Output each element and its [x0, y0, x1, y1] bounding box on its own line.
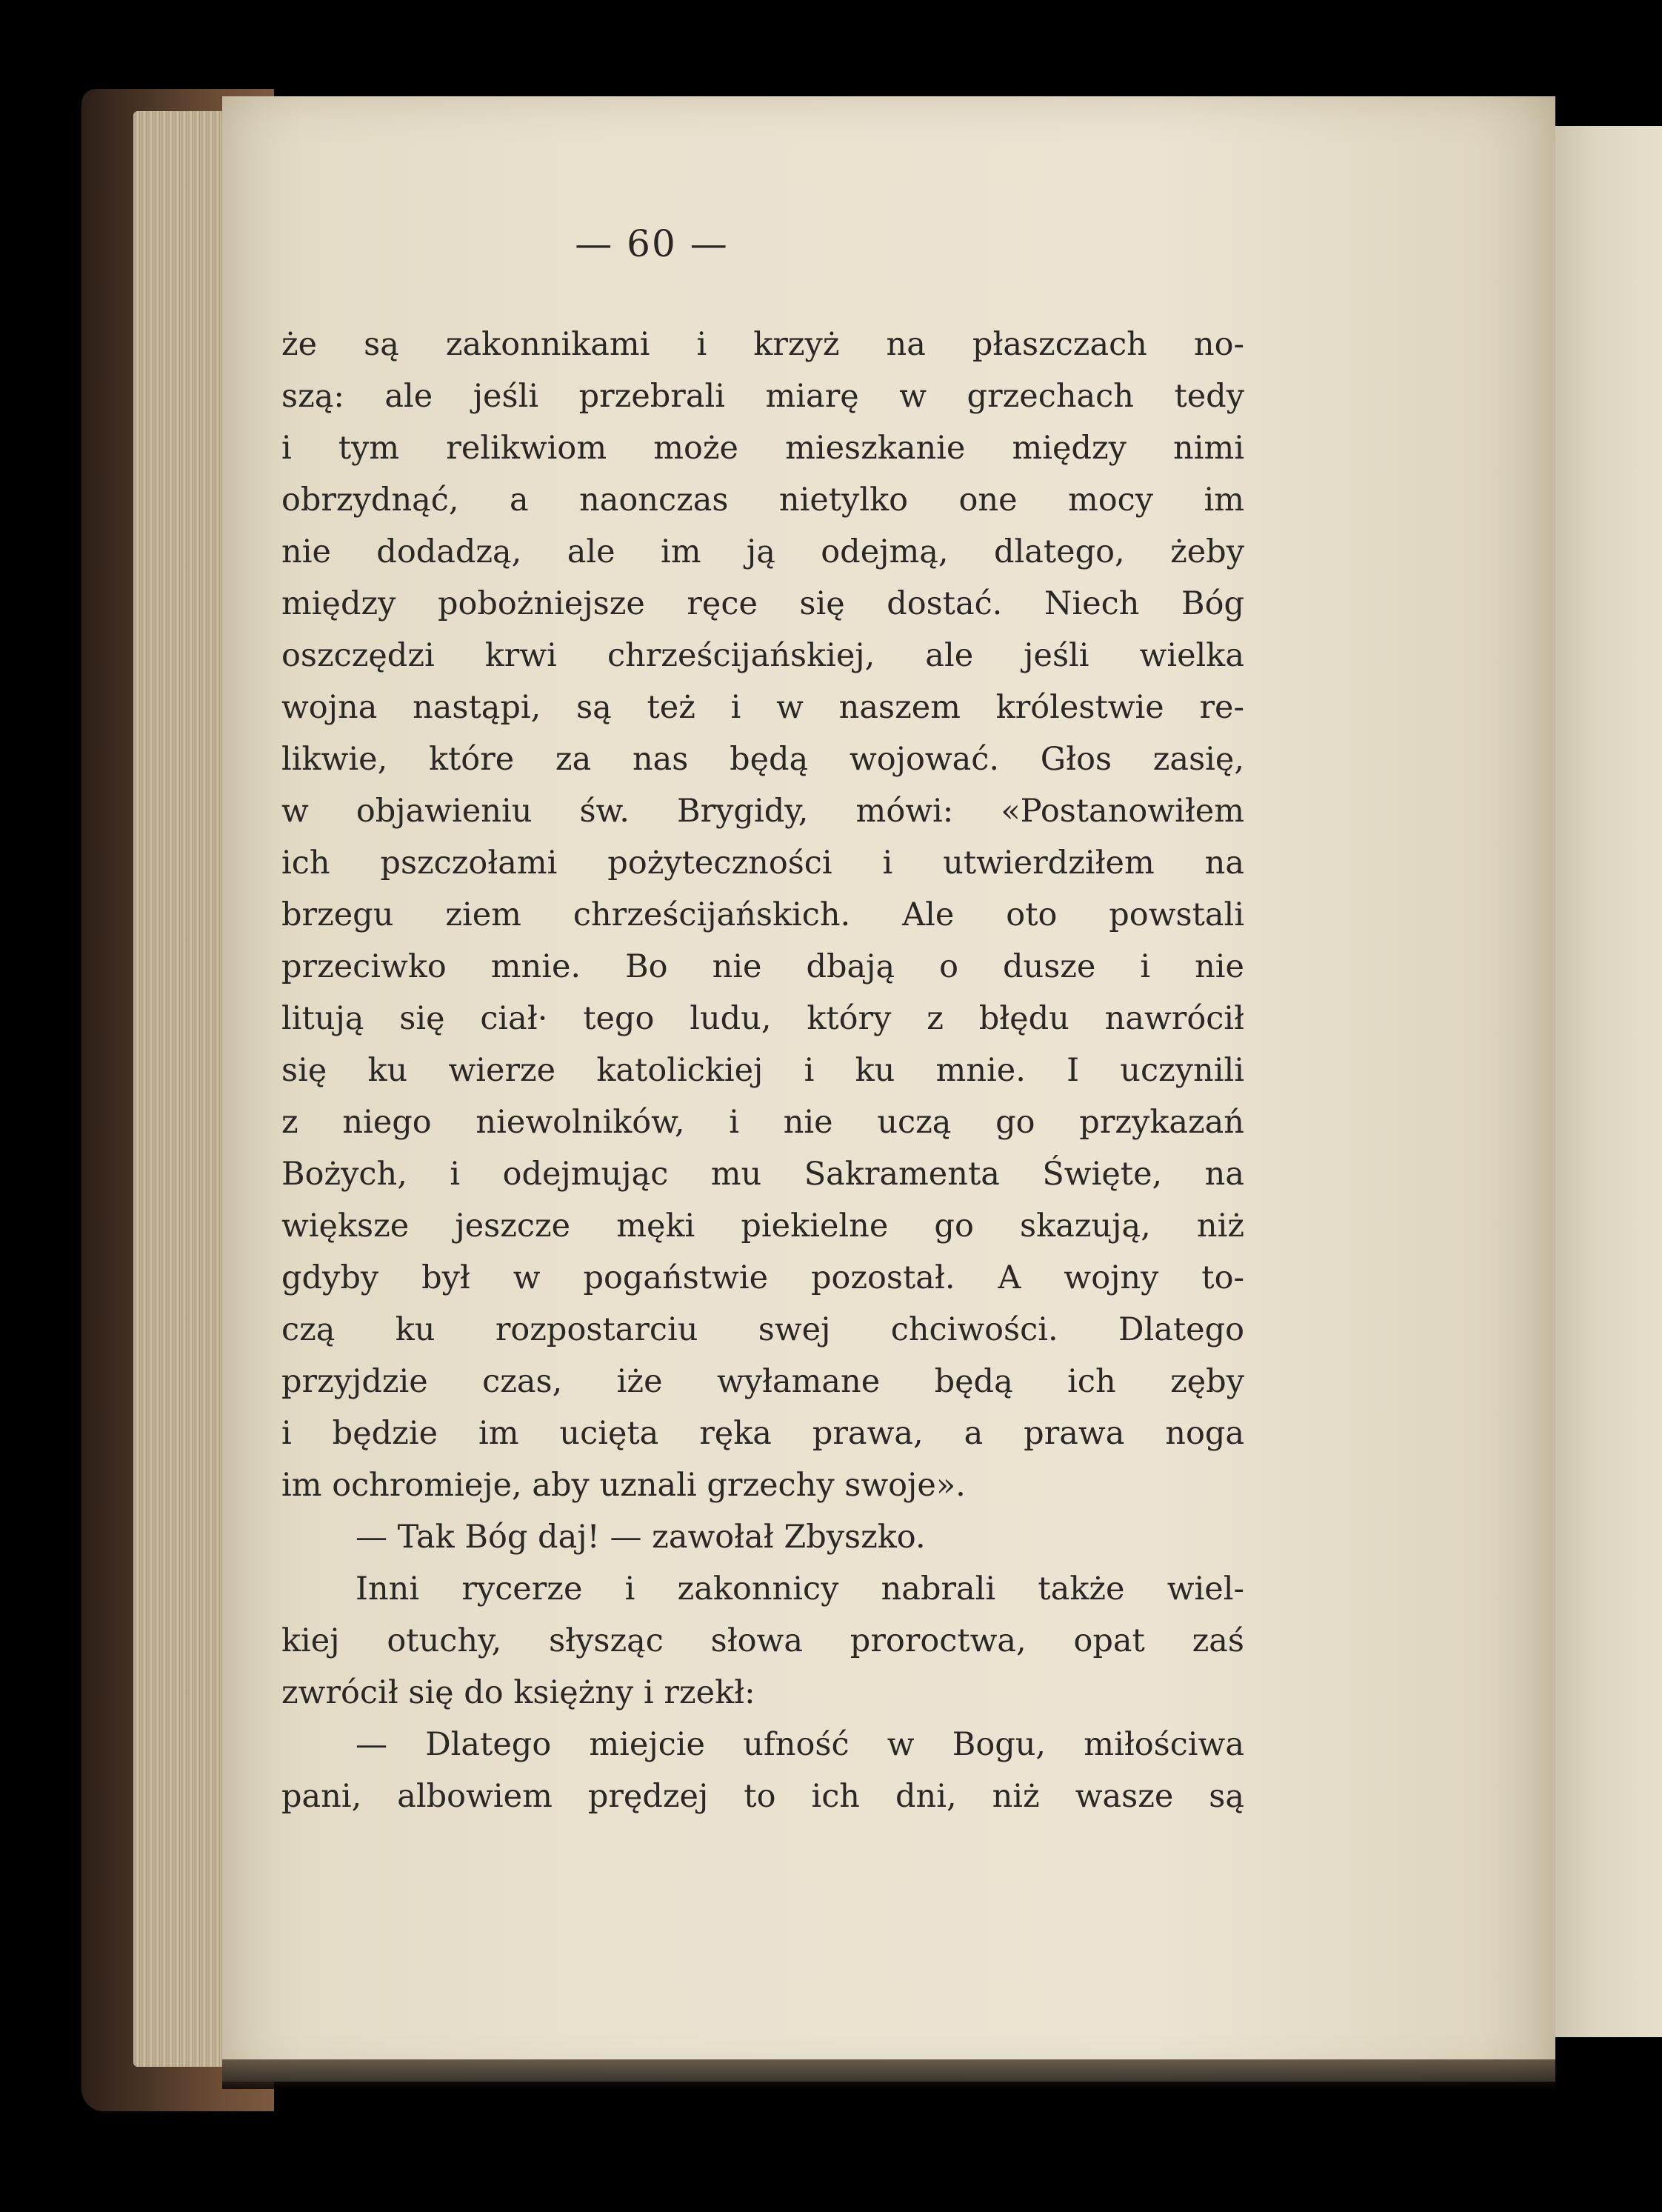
text-line: większe jeszcze męki piekielne go skazują, niż	[281, 1207, 1244, 1245]
text-line: się ku wierze katolickiej i ku mnie. I uczynili	[281, 1052, 1244, 1089]
text-line: przeciwko mnie. Bo nie dbają o dusze i nie	[281, 948, 1244, 985]
text-line: likwie, które za nas będą wojować. Głos zasię,	[281, 741, 1244, 778]
text-line: szą: ale jeśli przebrali miarę w grzechach tedy	[281, 378, 1244, 415]
text-line: wojna nastąpi, są też i w naszem królestwie re-	[281, 689, 1244, 726]
text-line: pani, albowiem prędzej to ich dni, niż wasze są	[281, 1778, 1244, 1815]
text-line: w objawieniu św. Brygidy, mówi: «Postanowiłem	[281, 793, 1244, 830]
text-line: — Dlatego miejcie ufność w Bogu, miłościwa	[356, 1726, 1244, 1763]
text-line: że są zakonnikami i krzyż na płaszczach no-	[281, 326, 1244, 363]
text-line: Inni rycerze i zakonnicy nabrali także wiel-	[356, 1570, 1244, 1608]
text-line: brzegu ziem chrześcijańskich. Ale oto powstali	[281, 896, 1244, 933]
page-number: — 60 —	[575, 222, 729, 265]
page-bottom-shadow	[222, 2059, 1555, 2089]
next-page-edge	[1548, 126, 1662, 2037]
text-line: zwrócił się do księżny i rzekł:	[281, 1674, 755, 1711]
text-line: ich pszczołami pożyteczności i utwierdziłem na	[281, 845, 1244, 882]
page-text	[281, 319, 1466, 1822]
text-line: im ochromieje, aby uznali grzechy swoje».	[281, 1467, 966, 1504]
text-line: z niego niewolników, i nie uczą go przykazań	[281, 1104, 1244, 1141]
text-line: czą ku rozpostarciu swej chciwości. Dlatego	[281, 1311, 1244, 1348]
text-line: przyjdzie czas, iże wyłamane będą ich zęby	[281, 1363, 1244, 1400]
text-line: i tym relikwiom może mieszkanie między nimi	[281, 430, 1244, 467]
text-line: kiej otuchy, słysząc słowa proroctwa, opat zaś	[281, 1622, 1244, 1659]
text-line: Bożych, i odejmując mu Sakramenta Święte, na	[281, 1156, 1244, 1193]
text-line: oszczędzi krwi chrześcijańskiej, ale jeśli wielka	[281, 637, 1244, 674]
text-line: nie dodadzą, ale im ją odejmą, dlatego, żeby	[281, 533, 1244, 570]
text-line: gdyby był w pogaństwie pozostał. A wojny to-	[281, 1259, 1244, 1296]
text-line: litują się ciał· tego ludu, który z błędu nawrócił	[281, 1000, 1244, 1037]
text-line: obrzydnąć, a naonczas nietylko one mocy im	[281, 482, 1244, 519]
text-line: i będzie im ucięta ręka prawa, a prawa noga	[281, 1415, 1244, 1452]
text-line: — Tak Bóg daj! — zawołał Zbyszko.	[356, 1519, 926, 1556]
text-line: między pobożniejsze ręce się dostać. Niech Bóg	[281, 585, 1244, 622]
